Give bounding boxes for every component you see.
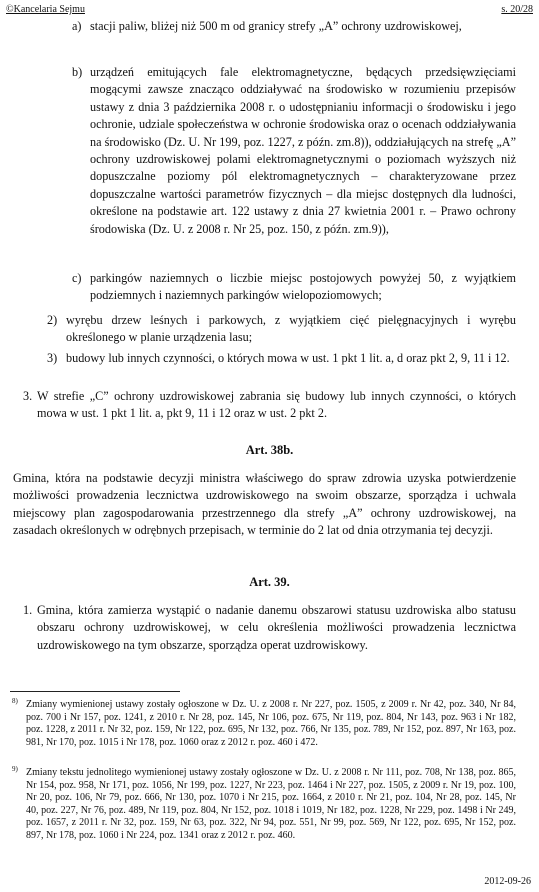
item-c-label: c) bbox=[72, 271, 82, 285]
section-3-label: 3. bbox=[23, 389, 33, 403]
publisher-label: ©Kancelaria Sejmu bbox=[6, 4, 85, 15]
point-3-text: budowy lub innych czynności, o których mowa w ust. 1 pkt 1 lit. a, d oraz pkt 2, 9, 11 i 12. bbox=[66, 351, 510, 365]
footnote-8-mark: 8) bbox=[12, 697, 18, 705]
art-38b-heading: Art. 38b. bbox=[245, 443, 294, 457]
footnote-8-text: Zmiany wymienionej ustawy zostały ogłoszone w Dz. U. z 2008 r. Nr 227, poz. 1505, z 2009 r. Nr 42, poz. 340, Nr 84, poz. 700 i Nr 157, poz. 1241, z 2010 r. Nr 28, poz. 145, Nr 106, poz. 675, Nr 119, poz. 804, Nr 143, poz. 963 i Nr 182, poz. 1228, z 2011 r. Nr 32, poz. 159, Nr 122, poz. 695, Nr 132, poz. 766, Nr 135, poz. 789, Nr 152, poz. 897, Nr 163, poz. 981, Nr 170, poz. 1015 i Nr 178, poz. 1060 oraz z 2012 r. poz. 460 i 472. bbox=[26, 699, 516, 748]
publication-date: 2012-09-26 bbox=[484, 876, 531, 887]
item-b-label: b) bbox=[72, 65, 83, 79]
art-39-heading: Art. 39. bbox=[249, 575, 290, 589]
item-a-label: a) bbox=[72, 19, 82, 33]
item-a-text: stacji paliw, bliżej niż 500 m od granicy strefy „A” ochrony uzdrowiskowej, bbox=[90, 19, 462, 33]
footnote-divider bbox=[10, 691, 180, 692]
footnote-9-mark: 9) bbox=[12, 765, 18, 773]
page-number: s. 20/28 bbox=[501, 4, 533, 15]
section-3-text: W strefie „C” ochrony uzdrowiskowej zabrania się budowy lub innych czynności, o których mowa w ust. 1 pkt 1 lit. a, pkt 9, 11 i 12 oraz w ust. 2 pkt 2. bbox=[37, 389, 516, 421]
item-b-text: urządzeń emitujących fale elektromagnetyczne, będących przedsięwzięciami mogącymi zawsze znacząco oddziaływać na środowisko w rozumieniu przepisów ustawy z dnia 3 października 2008 r. o udostępnianiu informacji o środowisku i jego ochronie, udziale społeczeństwa w ochronie środowiska oraz o ocenach oddziaływania na środowisko (Dz. U. Nr 199, poz. 1227, z późn. zm.8)), oddziałujących na strefę „A” ochrony uzdrowiskowej polami elektromagnetycznymi o poziomach wyższych niż dopuszczalne poziomy pól elektromagnetycznych – charakteryzowane przez dopuszczalne wartości parametrów fizycznych – dla miejsc dostępnych dla ludności, określone na podstawie art. 122 ustawy z dnia 27 kwietnia 2001 r. – Prawo ochrony środowiska (Dz. U. z 2008 r. Nr 25, poz. 150, z późn. zm.9)), bbox=[90, 65, 516, 236]
art-39-para-label: 1. bbox=[23, 603, 33, 617]
point-2-text: wyrębu drzew leśnych i parkowych, z wyjątkiem cięć pielęgnacyjnych i wyrębu określonego w planie urządzenia lasu; bbox=[66, 313, 516, 345]
point-3-label: 3) bbox=[47, 351, 58, 365]
point-2-label: 2) bbox=[47, 313, 58, 327]
item-c-text: parkingów naziemnych o liczbie miejsc postojowych powyżej 50, z wyjątkiem podziemnych i naziemnych parkingów wielopoziomowych; bbox=[90, 271, 516, 303]
art-39-para-text: Gmina, która zamierza wystąpić o nadanie danemu obszarowi statusu uzdrowiska albo statusu obszaru ochrony uzdrowiskowej, w celu określenia możliwości prowadzenia lecznictwa uzdrowiskowego na tym obszarze, sporządza operat uzdrowiskowy. bbox=[37, 603, 516, 652]
page-header bbox=[6, 4, 533, 15]
art-38b-text: Gmina, która na podstawie decyzji ministra właściwego do spraw zdrowia uzyska potwierdzenie możliwości prowadzenia lecznictwa uzdrowiskowego na swoim obszarze, sporządza i uchwala miejscowy plan zagospodarowania przestrzennego dla strefy „A” ochrony uzdrowiskowej, na zasadach określonych w odrębnych przepisach, w terminie do 2 lat od dnia otrzymania tej decyzji. bbox=[13, 471, 516, 538]
footnote-9-text: Zmiany tekstu jednolitego wymienionej ustawy zostały ogłoszone w Dz. U. z 2008 r. Nr 111, poz. 708, Nr 138, poz. 865, Nr 154, poz. 958, Nr 171, poz. 1056, Nr 199, poz. 1227, Nr 223, poz. 1464 i Nr 227, poz. 1505, z 2009 r. Nr 19, poz. 100, Nr 20, poz. 106, Nr 79, poz. 666, Nr 130, poz. 1070 i Nr 215, poz. 1664, z 2010 r. Nr 21, poz. 104, Nr 28, poz. 145, Nr 40, poz. 227, Nr 76, poz. 489, Nr 119, poz. 804, Nr 152, poz. 1018 i 1019, Nr 182, poz. 1228, Nr 229, poz. 1498 i Nr 249, poz. 1657, z 2011 r. Nr 32, poz. 159, Nr 63, poz. 322, Nr 94, poz. 551, Nr 99, poz. 569, Nr 122, poz. 695, Nr 152, poz. 897, Nr 178, poz. 1060 i Nr 224, poz. 1341 oraz z 2012 r. poz. 460. bbox=[26, 767, 516, 841]
